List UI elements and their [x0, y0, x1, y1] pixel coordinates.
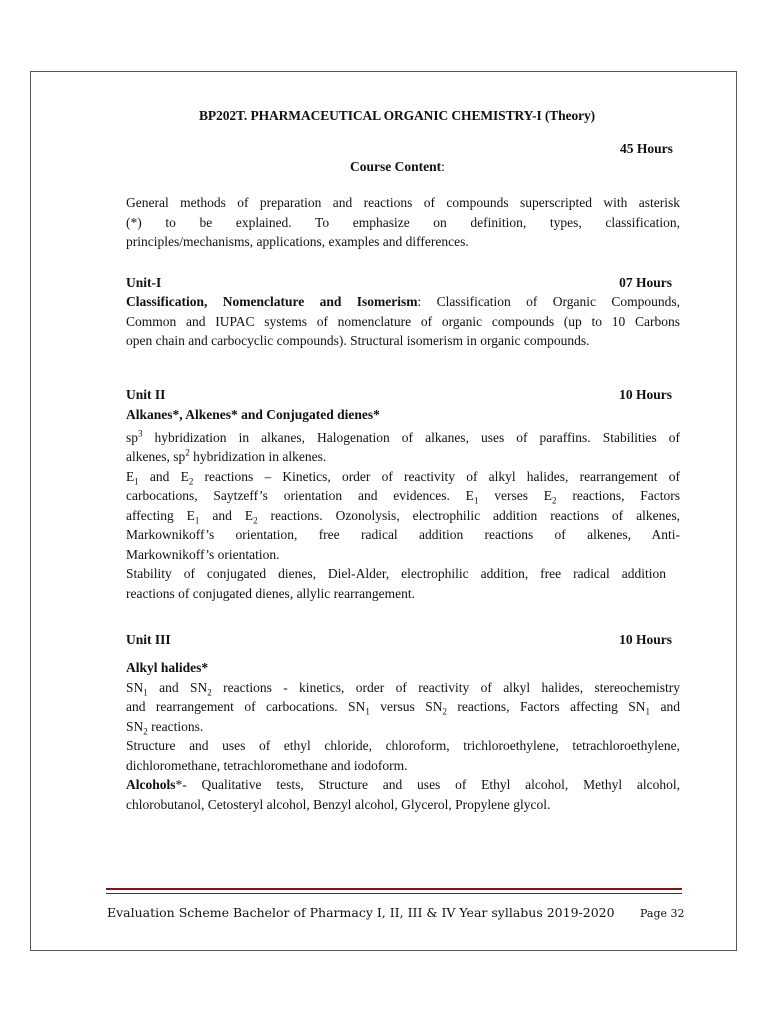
unit3-heading: Unit III	[126, 632, 171, 647]
unit2-line: Markownikoff’s orientation.	[126, 546, 280, 562]
unit2-line: reactions of conjugated dienes, allylic rearrangement.	[126, 585, 415, 601]
unit2-line: affecting $E_1$ and $E_2$ reactions. Ozonolysis, electrophilic addition reactions of alkenes,	[126, 507, 680, 526]
unit3-hours: 10 Hours	[619, 632, 672, 647]
unit1-paragraph	[126, 292, 680, 351]
unit2-line: Stability of conjugated dienes, Diel-Alder, electrophilic addition, free radical addition	[126, 566, 666, 581]
footer-rule	[106, 893, 682, 894]
unit2-heading: Unit II	[126, 387, 166, 402]
intro-line: principles/mechanisms, applications, examples and differences.	[126, 234, 469, 249]
unit2-line: Markownikoff’s orientation, free radical addition reactions of alkenes, Anti-	[126, 527, 680, 542]
course-content-heading: Course Content:	[350, 159, 445, 174]
unit2-paragraph	[126, 405, 680, 603]
unit2-hours: 10 Hours	[619, 387, 672, 402]
unit3-paragraph	[126, 658, 680, 814]
footer-text: Evaluation Scheme Bachelor of Pharmacy I, II, III & IV Year syllabus 2019-2020	[107, 905, 615, 920]
page-number: Page 32	[640, 907, 685, 920]
unit2-subtitle: Alkanes*, Alkenes* and Conjugated dienes*	[126, 407, 380, 422]
unit1-hours: 07 Hours	[619, 275, 672, 290]
unit1-line: Classification, Nomenclature and Isomerism: Classification of Organic Compounds,	[126, 294, 680, 309]
unit3-line: Structure and uses of ethyl chloride, chloroform, trichloroethylene, tetrachloroethylene,	[126, 738, 680, 753]
unit3-line: Alcohols*- Qualitative tests, Structure and uses of Ethyl alcohol, Methyl alcohol,	[126, 777, 680, 792]
unit2-heading-row	[126, 387, 672, 403]
intro-paragraph	[126, 193, 680, 252]
unit1-heading-row	[126, 275, 672, 291]
unit2-line: alkenes, $sp^2$ hybridization in alkenes.	[126, 447, 327, 464]
unit3-line: dichloromethane, tetrachloromethane and iodoform.	[126, 757, 408, 773]
unit3-line: and rearrangement of carbocations. $SN_1$ versus $SN_2$ reactions, Factors affecting $SN_1$ and	[126, 699, 680, 717]
unit2-line: carbocations, Saytzeff’s orientation and evidences. $E_1$ verses $E_2$ reactions, Factors	[126, 488, 681, 506]
unit3-heading-row	[126, 632, 672, 648]
unit1-heading: Unit-I	[126, 275, 162, 290]
unit2-line: $sp^3$ hybridization in alkanes, Halogenation of alkanes, uses of paraffins. Stabilities of	[126, 428, 680, 445]
unit1-line: Common and IUPAC systems of nomenclature of organic compounds (up to 10 Carbons	[126, 313, 680, 329]
unit3-line: chlorobutanol, Cetosteryl alcohol, Benzyl alcohol, Glycerol, Propylene glycol.	[126, 796, 551, 812]
unit3-line: $SN_1$ and $SN_2$ reactions - kinetics, order of reactivity of alkyl halides, stereochemistry	[126, 679, 680, 698]
unit3-line: $SN_2$ reactions.	[126, 718, 204, 737]
unit1-line: open chain and carbocyclic compounds). Structural isomerism in organic compounds.	[126, 333, 590, 348]
unit3-subtitle: Alkyl halides*	[126, 660, 209, 675]
unit2-line: $E_1$ and $E_2$ reactions – Kinetics, order of reactivity of alkyl halides, rearrangement of	[126, 468, 680, 487]
total-hours: 45 Hours	[620, 141, 673, 156]
course-title: BP202T. PHARMACEUTICAL ORGANIC CHEMISTRY-I (Theory)	[199, 108, 596, 123]
intro-line: (*) to be explained. To emphasize on definition, types, classification,	[126, 214, 680, 230]
footer-rule	[106, 888, 682, 890]
intro-line: General methods of preparation and reactions of compounds superscripted with asterisk	[126, 195, 680, 210]
